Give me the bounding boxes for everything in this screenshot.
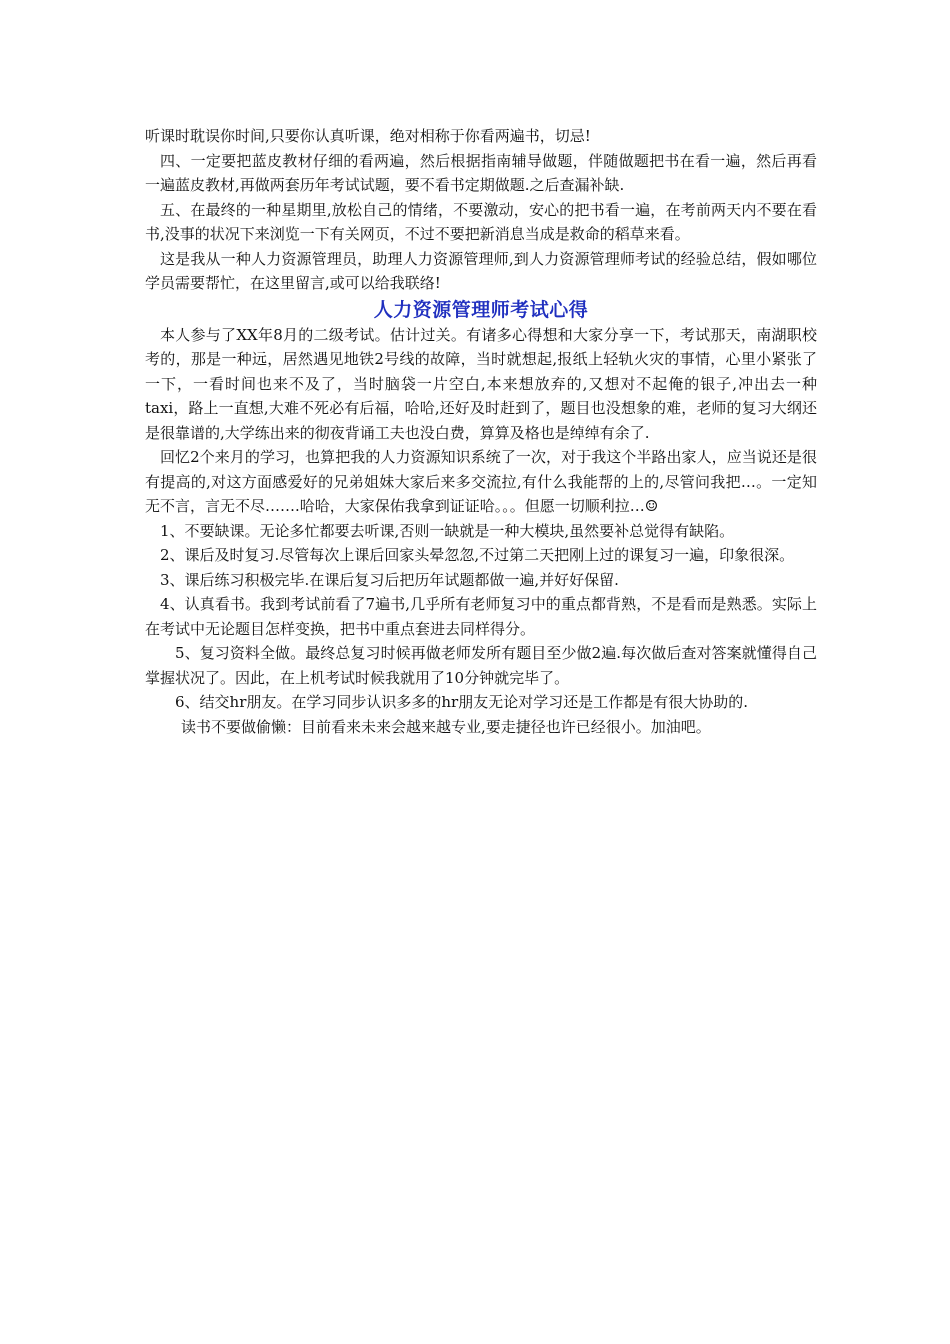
article-title: 人力资源管理师考试心得 [373, 298, 589, 321]
list-item-2: 2、课后及时复习.尽管每次上课后回家头晕忽忽,不过第二天把刚上过的课复习一遍，印象很深。 [160, 546, 795, 564]
closing-paragraph: 读书不要做偷懒：目前看来未来会越来越专业,要走捷径也许已经很小。加油吧。 [181, 717, 711, 736]
body-paragraph-2: 回忆2个来月的学习，也算把我的人力资源知识系统了一次，对于我这个半路出家人，应当说还是很有提高的,对这方面感爱好的兄弟姐妹大家后来多交流拉,有什么我能帮的上的,尽管问我把…。一定知无不言，言无不尽…….哈哈，大家保佑我拿到证证哈。。。但愿一切顺利拉…☺ [145, 448, 817, 515]
list-item-3: 3、课后练习积极完毕.在课后复习后把历年试题都做一遍,并好好保留. [160, 570, 619, 589]
intro-paragraph-2: 四、一定要把蓝皮教材仔细的看两遍，然后根据指南辅导做题，伴随做题把书在看一遍，然后再看一遍蓝皮教材,再做两套历年考试试题，要不看书定期做题.之后查漏补缺. [145, 151, 817, 194]
list-item-5: 5、复习资料全做。最终总复习时候再做老师发所有题目至少做2遍.每次做后查对答案就懂得自己掌握状况了。因此，在上机考试时候我就用了10分钟就完毕了。 [145, 644, 817, 687]
intro-paragraph-4: 这是我从一种人力资源管理员，助理人力资源管理师,到人力资源管理师考试的经验总结，假如哪位学员需要帮忙，在这里留言,或可以给我联络! [145, 249, 817, 292]
list-item-4: 4、认真看书。我到考试前看了7遍书,几乎所有老师复习中的重点都背熟，不是看而是熟悉。实际上在考试中无论题目怎样变换，把书中重点套进去同样得分。 [145, 595, 817, 638]
body-paragraph-1: 本人参与了XX年8月的二级考试。估计过关。有诸多心得想和大家分享一下，考试那天，南湖职校考的，那是一种远，居然遇见地铁2号线的故障，当时就想起,报纸上轻轨火灾的事情，心里小紧张了一下，一看时间也来不及了，当时脑袋一片空白,本来想放弃的,又想对不起俺的银子,冲出去一种taxi，路上一直想,大难不死必有后福，哈哈,还好及时赶到了，题目也没想象的难，老师的复习大纲还是很靠谱的,大学练出来的彻夜背诵工夫也没白费，算算及格也是绰绰有余了. [145, 325, 817, 442]
document-content [145, 124, 817, 739]
intro-paragraph-3: 五、在最终的一种星期里,放松自己的情绪，不要激动，安心的把书看一遍，在考前两天内不要在看书,没事的状况下来浏览一下有关网页，不过不要把新消息当成是救命的稻草来看。 [145, 200, 817, 243]
list-item-1: 1、不要缺课。无论多忙都要去听课,否则一缺就是一种大模块,虽然要补总觉得有缺陷。 [160, 521, 735, 540]
intro-paragraph-1: 听课时耽误你时间,只要你认真听课，绝对相称于你看两遍书，切忌! [145, 127, 591, 145]
list-item-6: 6、结交hr朋友。在学习同步认识多多的hr朋友无论对学习还是工作都是有很大协助的. [175, 693, 748, 711]
